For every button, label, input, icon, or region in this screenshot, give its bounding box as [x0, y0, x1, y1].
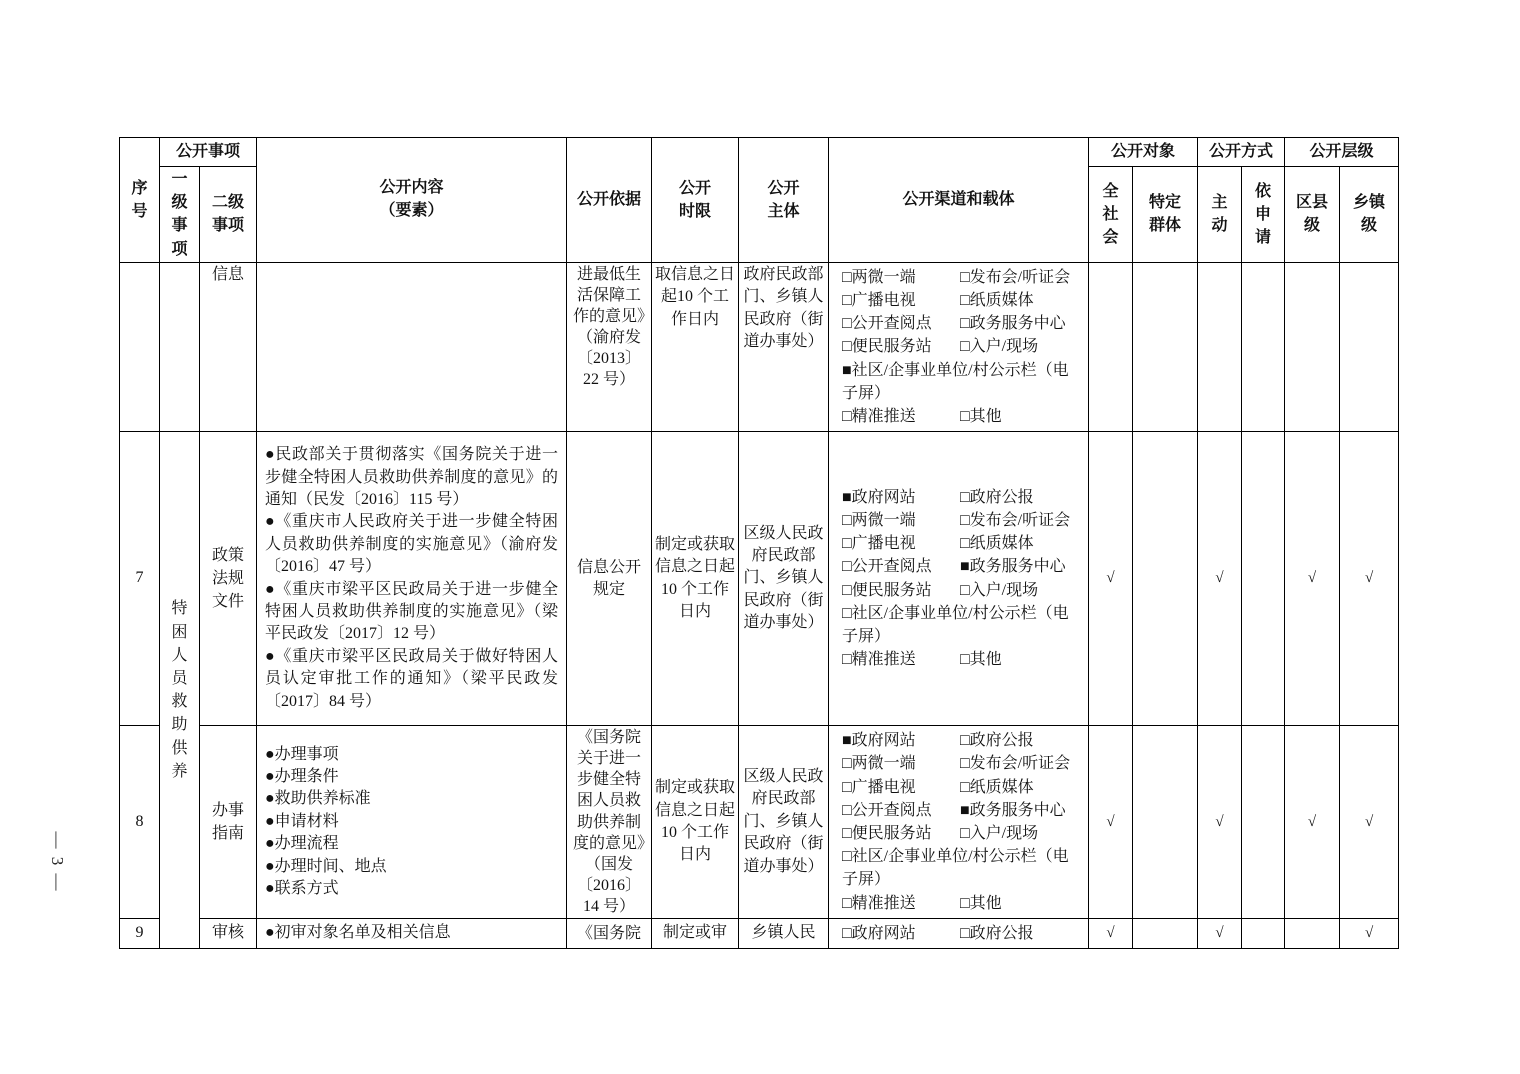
bullet-item: ●办理条件 [265, 768, 339, 786]
row-time-limit: 制定或获取信息之日起10 个工作日内 [652, 726, 739, 919]
check-audience-specific [1133, 432, 1198, 726]
channel-item: □政务服务中心 [960, 315, 1066, 333]
channel-item: □两微一端 [842, 268, 916, 286]
check-audience-all: √ [1089, 919, 1133, 949]
channel-item: □纸质媒体 [960, 535, 1034, 553]
channel-item: □公开查阅点 [842, 801, 932, 819]
channel-item: □纸质媒体 [960, 778, 1034, 796]
check-method-active: √ [1198, 726, 1242, 919]
check-level-town: √ [1340, 432, 1399, 726]
row-subject: 政府民政部门、乡镇人民政府（街道办事处） [739, 262, 829, 431]
channel-item: □社区/企事业单位/村公示栏（电子屏） [842, 848, 1069, 889]
channel-item: □精准推送 [842, 894, 916, 912]
row-subject: 区级人民政府民政部门、乡镇人民政府（街道办事处） [739, 726, 829, 919]
channel-item: □精准推送 [842, 651, 916, 669]
table-row [120, 432, 1399, 726]
channel-item: □入户/现场 [960, 825, 1039, 843]
header-channels: 公开渠道和载体 [829, 138, 1089, 263]
bullet-item: ●初审对象名单及相关信息 [265, 924, 451, 942]
row-content [257, 726, 567, 919]
row-level2: 政策法规文件 [200, 432, 257, 726]
channel-item: □公开查阅点 [842, 315, 932, 333]
channel-item: ■政务服务中心 [960, 801, 1066, 819]
header-group-items: 公开事项 [160, 138, 257, 167]
row-basis: 《国务院关于进一步健全特困人员救助供养制度的意见》（国发〔2016〕14 号） [567, 726, 652, 919]
channel-item: □其他 [960, 894, 1002, 912]
check-method-request [1242, 919, 1285, 949]
channel-item: □纸质媒体 [960, 291, 1034, 309]
check-audience-specific [1133, 262, 1198, 431]
channel-item: ■社区/企事业单位/村公示栏（电子屏） [842, 361, 1069, 402]
check-level-town [1340, 262, 1399, 431]
channel-item: □两微一端 [842, 512, 916, 529]
check-method-active [1198, 262, 1242, 431]
channel-item: □政府公报 [960, 925, 1034, 943]
row-channels [829, 432, 1089, 726]
check-method-request [1242, 262, 1285, 431]
check-level-county [1285, 919, 1340, 949]
bullet-item: ●民政部关于贯彻落实《国务院关于进一步健全特困人员救助供养制度的意见》的通知（民发〔2016〕115 号） [265, 446, 559, 508]
header-audience-specific: 特定群体 [1133, 167, 1198, 263]
header-method-active: 主动 [1198, 167, 1242, 263]
row-seq: 7 [120, 432, 160, 726]
row-seq: 8 [120, 726, 160, 919]
row-time-limit: 制定或审 [652, 919, 739, 949]
header-group-method: 公开方式 [1198, 138, 1285, 167]
row-time-limit: 制定或获取信息之日起10 个工作日内 [652, 432, 739, 726]
header-group-audience: 公开对象 [1089, 138, 1198, 167]
row-content [257, 919, 567, 949]
header-content-line1: 公开内容 [379, 179, 444, 197]
check-audience-all [1089, 262, 1133, 431]
table-row [120, 726, 1399, 919]
bullet-item: ●办理时间、地点 [265, 857, 387, 875]
channel-item: □发布会/听证会 [960, 512, 1071, 529]
channel-item: □政府网站 [842, 925, 916, 943]
row-channels [829, 262, 1089, 431]
row-level2: 办事指南 [200, 726, 257, 919]
row-basis: 信息公开规定 [567, 432, 652, 726]
header-time-limit: 公开时限 [652, 138, 739, 263]
check-level-county: √ [1285, 726, 1340, 919]
channel-item: □广播电视 [842, 778, 916, 796]
header-level1: 一级事项 [160, 167, 200, 263]
channel-item: □便民服务站 [842, 338, 932, 356]
table-row [120, 919, 1399, 949]
row-basis: 《国务院 [567, 919, 652, 949]
row-level2: 信息 [200, 262, 257, 431]
channel-item: □政府公报 [960, 488, 1034, 506]
row-level1 [160, 262, 200, 431]
bullet-item: ●申请材料 [265, 812, 339, 830]
bullet-item: ●救助供养标准 [265, 790, 371, 808]
channel-item: □政府公报 [960, 732, 1034, 750]
header-audience-all: 全社会 [1089, 167, 1133, 263]
check-method-request [1242, 726, 1285, 919]
disclosure-table-sheet [119, 137, 1399, 949]
channel-item: □其他 [960, 407, 1002, 425]
channel-item: □其他 [960, 651, 1002, 669]
row-channels [829, 726, 1089, 919]
channel-item: ■政府网站 [842, 488, 916, 506]
check-audience-all: √ [1089, 726, 1133, 919]
check-method-active: √ [1198, 919, 1242, 949]
row-basis: 进最低生活保障工作的意见》（渝府发〔2013〕22 号） [567, 262, 652, 431]
row-level1: 特困人员救助供养 [160, 432, 200, 949]
header-group-level: 公开层级 [1285, 138, 1399, 167]
row-content [257, 432, 567, 726]
header-basis: 公开依据 [567, 138, 652, 263]
channel-item: □精准推送 [842, 407, 916, 425]
row-time-limit: 取信息之日起10 个工作日内 [652, 262, 739, 431]
channel-item: □便民服务站 [842, 825, 932, 843]
bullet-item: ●《重庆市梁平区民政局关于做好特困人员认定审批工作的通知》（梁平民政发〔2017〕84 号） [265, 647, 559, 710]
header-content [257, 138, 567, 263]
check-method-active: √ [1198, 432, 1242, 726]
channel-item: □社区/企事业单位/村公示栏（电子屏） [842, 604, 1069, 645]
header-method-request: 依申请 [1242, 167, 1285, 263]
bullet-item: ●办理事项 [265, 745, 339, 763]
check-audience-all: √ [1089, 432, 1133, 726]
channel-item: □便民服务站 [842, 581, 932, 599]
row-channels [829, 919, 1089, 949]
header-level2: 二级事项 [200, 167, 257, 263]
table-row [120, 262, 1399, 431]
row-seq [120, 262, 160, 431]
channel-item: □公开查阅点 [842, 558, 932, 576]
row-subject: 乡镇人民 [739, 919, 829, 949]
check-audience-specific [1133, 919, 1198, 949]
channel-item: □入户/现场 [960, 581, 1039, 599]
bullet-item: ●联系方式 [265, 880, 339, 898]
channel-item: ■政务服务中心 [960, 558, 1066, 576]
channel-item: □发布会/听证会 [960, 268, 1071, 286]
header-seq: 序号 [120, 138, 160, 263]
row-level2: 审核 [200, 919, 257, 949]
check-level-town: √ [1340, 919, 1399, 949]
channel-item: □发布会/听证会 [960, 755, 1071, 773]
header-content-line2: （要素） [379, 201, 444, 219]
header-level-town: 乡镇级 [1340, 167, 1399, 263]
channel-item: □广播电视 [842, 535, 916, 553]
page-number: — 3 — [48, 831, 67, 893]
check-audience-specific [1133, 726, 1198, 919]
channel-item: □入户/现场 [960, 338, 1039, 356]
channel-item: ■政府网站 [842, 732, 916, 750]
check-level-county [1285, 262, 1340, 431]
header-level-county: 区县级 [1285, 167, 1340, 263]
check-method-request [1242, 432, 1285, 726]
row-subject: 区级人民政府民政部门、乡镇人民政府（街道办事处） [739, 432, 829, 726]
check-level-town: √ [1340, 726, 1399, 919]
bullet-item: ●《重庆市人民政府关于进一步健全特困人员救助供养制度的实施意见》（渝府发〔2016〕47 号） [265, 513, 559, 576]
channel-item: □两微一端 [842, 755, 916, 773]
row-content [257, 262, 567, 431]
channel-item: □广播电视 [842, 291, 916, 309]
check-level-county: √ [1285, 432, 1340, 726]
bullet-item: ●办理流程 [265, 835, 339, 853]
row-seq: 9 [120, 919, 160, 949]
bullet-item: ●《重庆市梁平区民政局关于进一步健全特困人员救助供养制度的实施意见》（梁平民政发〔2017〕12 号） [265, 580, 559, 643]
header-subject: 公开主体 [739, 138, 829, 263]
disclosure-table [119, 137, 1399, 949]
